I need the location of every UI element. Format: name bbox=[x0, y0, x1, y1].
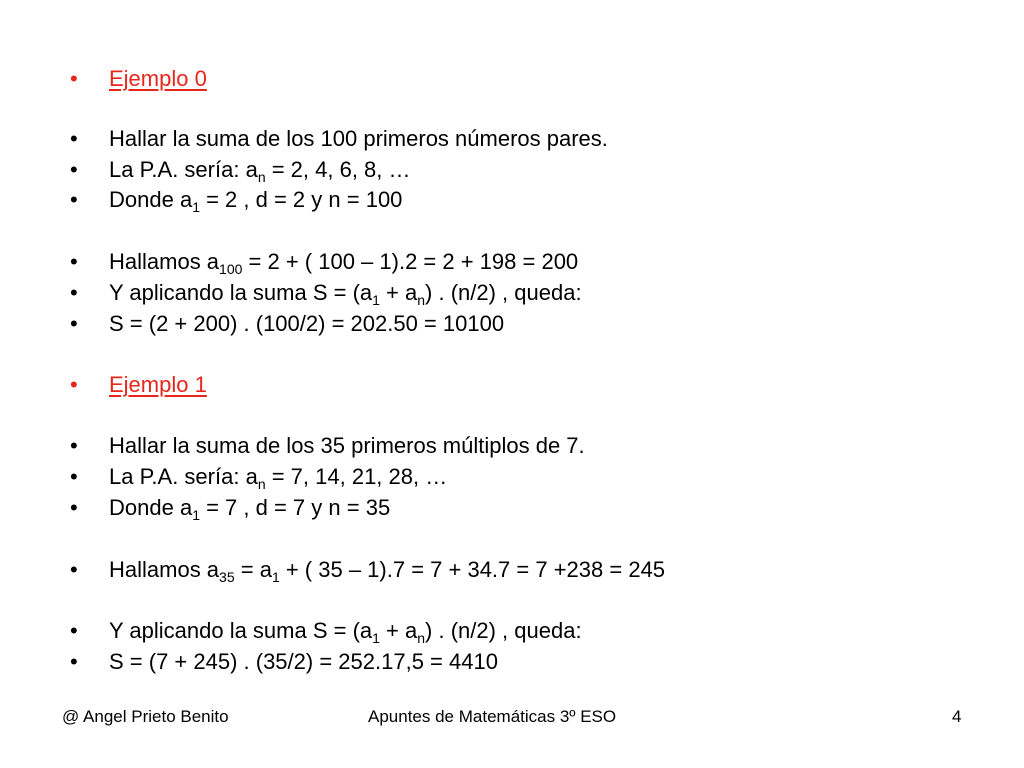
example0-heading[interactable]: Ejemplo 0 bbox=[109, 66, 207, 91]
example0-hallamos: Hallamos $a_{100} = 2$ + ( 100 – 1).2 = 2 + 198 = 200 bbox=[109, 249, 579, 277]
bullet: • bbox=[70, 187, 78, 212]
footer-author: @ Angel Prieto Benito bbox=[62, 707, 229, 726]
example1-donde: Donde $a_1 = 7$ , d = 7 y n = 35 bbox=[109, 495, 391, 523]
example1-aplicando: Y aplicando la suma $S = (a_1 + a_n)$ . (n/2) , queda: bbox=[109, 618, 582, 646]
bullet: • bbox=[70, 649, 78, 674]
bullet: • bbox=[70, 249, 78, 274]
bullet: • bbox=[70, 66, 78, 91]
bullet: • bbox=[70, 280, 78, 305]
bullet: • bbox=[70, 433, 78, 458]
example1-statement: Hallar la suma de los 35 primeros múltiplos de 7. bbox=[109, 433, 585, 458]
bullet: • bbox=[70, 495, 78, 520]
example0-pa: La P.A. sería: $a_n = 2$, 4, 6, 8, … bbox=[109, 157, 411, 185]
bullet: • bbox=[70, 464, 78, 489]
bullet: • bbox=[70, 311, 78, 336]
footer-course: Apuntes de Matemáticas 3º ESO bbox=[368, 707, 617, 726]
bullet: • bbox=[70, 618, 78, 643]
bullet: • bbox=[70, 157, 78, 182]
bullet: • bbox=[70, 557, 78, 582]
example1-result: S = (7 + 245) . (35/2) = 252.17,5 = 4410 bbox=[109, 649, 498, 674]
example0-donde: Donde $a_1 = 2$ , d = 2 y n = 100 bbox=[109, 187, 403, 215]
bullet: • bbox=[70, 372, 78, 397]
example0-result: S = (2 + 200) . (100/2) = 202.50 = 10100 bbox=[109, 311, 505, 336]
example0-statement: Hallar la suma de los 100 primeros números pares. bbox=[109, 126, 608, 151]
example0-aplicando: Y aplicando la suma $S = (a_1 + a_n)$ . (n/2) , queda: bbox=[109, 280, 582, 308]
bullet: • bbox=[70, 126, 78, 151]
example1-hallamos: Hallamos $a_{35} = a_1$ + ( 35 – 1).7 = 7 + 34.7 = 7 +238 = 245 bbox=[109, 557, 666, 585]
footer-page-number: 4 bbox=[952, 707, 962, 726]
example1-pa: La P.A. sería: $a_n = 7$, 14, 21, 28, … bbox=[109, 464, 448, 492]
example1-heading[interactable]: Ejemplo 1 bbox=[109, 372, 207, 397]
